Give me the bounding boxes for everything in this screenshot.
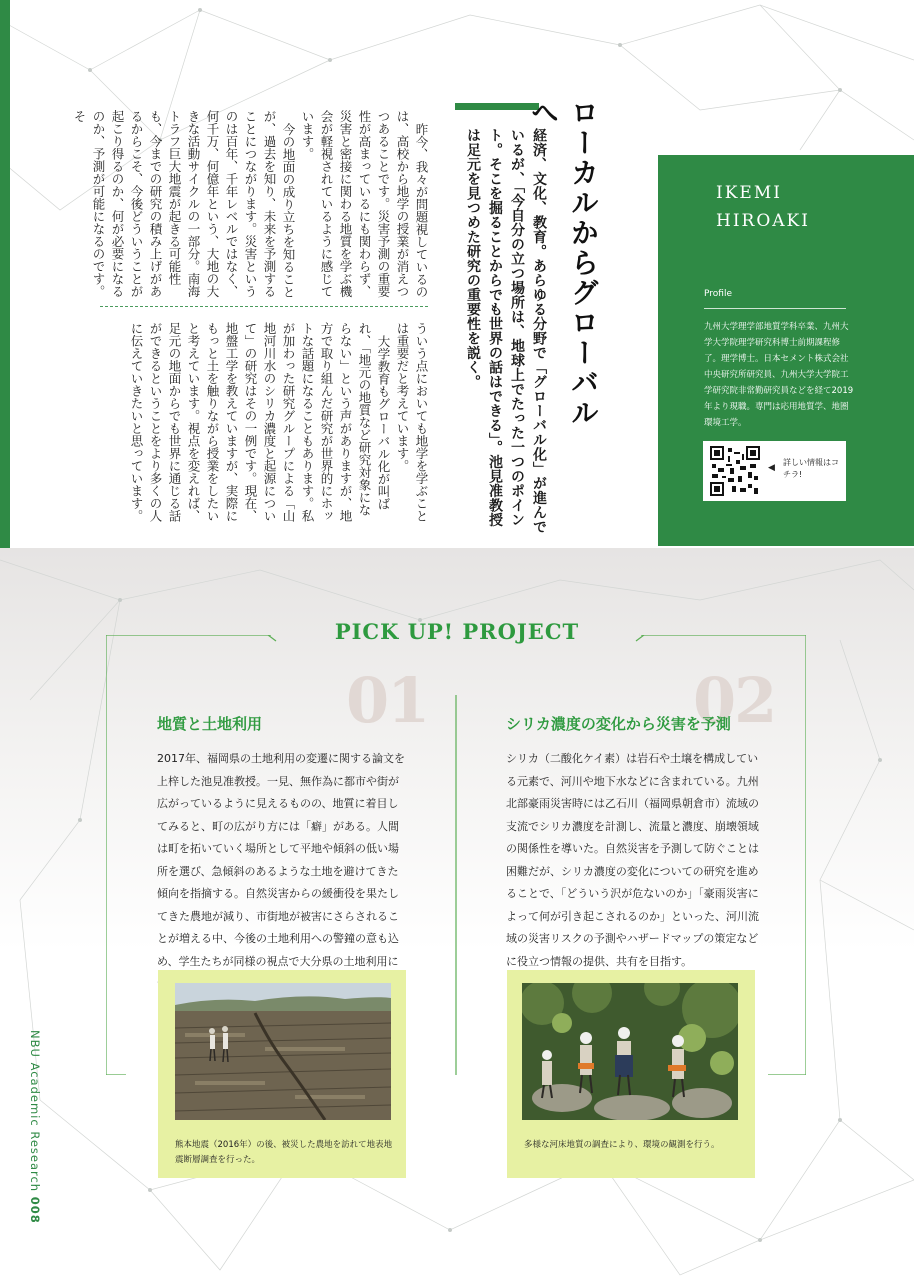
profile-label: Profile xyxy=(704,289,732,299)
article-lead: 経済、文化、教育。あらゆる分野で「グローバル化」が進んでいるが、「今自分の立つ場所は、地球上でたった一つのポイント。そこを掘ることからでも世界の話はできる」。池見准教授は足元を見つめた研究の重要性を説く。 xyxy=(465,128,547,534)
profile-divider xyxy=(704,308,846,309)
photo-caption: 多様な河床地質の調査により、環境の観測を行う。 xyxy=(524,1140,720,1150)
qr-link-text[interactable]: 詳しい情報はコチラ! xyxy=(783,458,839,479)
photo-caption: 熊本地震（2016年）の後、被災した農地を訪れて地表地震断層調査を行った。 xyxy=(175,1140,393,1165)
arrow-left-icon: ◀ xyxy=(768,463,775,473)
project-number: 01 xyxy=(346,664,429,737)
profile-box xyxy=(658,155,914,546)
qr-link-box[interactable] xyxy=(703,441,846,501)
project-description: 2017年、福岡県の土地利用の変遷に関する論文を上梓した池見准教授。一見、無作為に都市や街が広がっているように見えるものの、地質に着目してみると、町の広がり方には「癖」がある。人間は町を拓いていく場所として平地や傾斜の低い場所を選び、急傾斜のあるような土地を避けてきた傾向を指摘する。自然災害からの緩衝役を果たしてきた農地が減り、市街地が被害にさらされることが増える中、今後の土地利用への警鐘の意も込め、学生たちが同様の視点で大分県の土地利用に xyxy=(157,752,405,968)
article-body-upper xyxy=(72,110,431,298)
profile-name-family: IKEMI xyxy=(716,183,782,203)
qr-code-icon[interactable] xyxy=(710,446,760,496)
project-number: 02 xyxy=(693,664,776,737)
riverbed-survey-photo xyxy=(522,983,738,1120)
project-title: 地質と土地利用 xyxy=(157,715,263,733)
pickup-title: PICK UP! PROJECT xyxy=(334,619,580,644)
article-body-lower xyxy=(96,322,431,527)
page-number: 008 xyxy=(28,1196,42,1224)
body-paragraph: 今の地面の成り立ちを知ることが、過去を知り、未来を予測することにつながります。災害というのは百年、千年レベルではなく、何千万、何億年という、大地の大きな活動サイクルの一部分。南海トラフ巨大地震が起きる可能性も、今までの研究の積み上げがあるからこそ、今後どういうことが起こり得るのか、何が必要になるのか、予測が可能になるのです。そ xyxy=(72,110,296,298)
journal-name: NBU Academic Research xyxy=(28,1030,42,1193)
profile-text: 九州大学理学部地質学科卒業、九州大学大学院理学研究科博士前期課程修了。理学博士。日本セメント株式会社中央研究所研究員、九州大学大学院工学研究院非常勤研究員などを経て2019年より現職。専門は応用地質学、地圏環境工学。 xyxy=(704,322,854,428)
body-paragraph: 大学教育もグローバル化が叫ばれ、「地元の地質など研究対象にならない」という声がありますが、地方で取り組んだ研究が世界的にホットな話題になることもあります。私が加わった研究グループによる「山地河川水のシリカ濃度と起源について」の研究はその一例です。現在、地盤工学を教えていますが、実際にもっと土を触りながら授業をしたいと考えています。視点を変えれば、足元の地面からでも世界に通じる話ができるということをより多くの人に伝えていきたいと思っています。 xyxy=(129,322,391,522)
article-title: ローカルからグローバルへ xyxy=(527,98,600,428)
profile-name-given: HIROAKI xyxy=(716,211,810,231)
project-description: シリカ（二酸化ケイ素）は岩石や土壌を構成している元素で、河川や地下水などに含まれている。九州北部豪雨災害時には乙石川（福岡県朝倉市）流域の支流でシリカ濃度を計測し、流量と濃度、崩壊領域の関係性を導いた。自然災害を予測して防ぐことは困難だが、シリカ濃度の変化についての研究を進めることで、「どういう沢が危ないのか」「豪雨災害によって何が引き起こされるのか」といった、河川流域の災害リスクの予測やハザードマップの策定などに役立つ情報の提供、共有を目指す。 xyxy=(506,752,759,968)
journal-footer xyxy=(24,1030,42,1262)
body-paragraph-continued: ういう点においても地学を学ぶことは重要だと考えています。 xyxy=(395,322,429,522)
photo-card xyxy=(158,970,406,1178)
left-green-strip xyxy=(0,0,10,548)
farmland-survey-photo xyxy=(175,983,391,1120)
body-paragraph: 昨今、我々が問題視しているのは、高校から地学の授業が消えつつあることです。災害予測の重要性が高まっているにも関わらず、災害と密接に関わる地質を学ぶ機会が軽視されているように感じています。 xyxy=(300,110,429,298)
column-divider xyxy=(100,306,428,307)
project-title: シリカ濃度の変化から災害を予測 xyxy=(506,715,731,733)
photo-card xyxy=(507,970,755,1178)
